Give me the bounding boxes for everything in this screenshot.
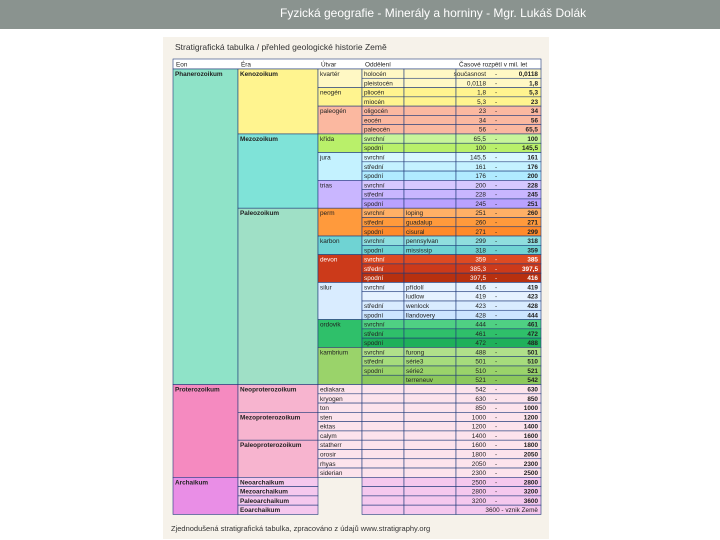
age-end: 65,5: [525, 126, 538, 134]
age-start: 100: [475, 145, 486, 153]
stage-label: llandovery: [406, 312, 436, 320]
age-dash: -: [495, 126, 498, 134]
stage-cell: [404, 69, 456, 78]
age-cell: [456, 106, 541, 115]
age-end: 100: [527, 135, 538, 143]
era-label: Paleoproterozoikum: [240, 442, 302, 450]
stratigraphic-table-sheet: [163, 37, 549, 539]
column-header: Eon: [176, 61, 188, 69]
age-dash: -: [495, 210, 498, 218]
age-end: 542: [527, 377, 538, 385]
age-end: 0,0118: [518, 71, 538, 78]
epoch-label: spodní: [364, 145, 384, 153]
epoch-label: pliocén: [364, 89, 385, 97]
stage-cell: [404, 431, 456, 440]
age-start: 542: [475, 386, 486, 394]
stage-cell: [404, 115, 456, 124]
epoch-cell: [362, 292, 404, 301]
era-label: Mezoproterozoikum: [240, 414, 301, 422]
age-dash: -: [495, 395, 498, 403]
stage-cell: [404, 134, 456, 143]
age-start: současnost: [453, 71, 486, 78]
epoch-cell: [362, 487, 404, 496]
stage-cell: [404, 171, 456, 180]
stage-cell: [404, 440, 456, 449]
epoch-label: spodní: [364, 173, 384, 181]
period-label: perm: [320, 210, 335, 218]
era-label: Paleoarchaikum: [240, 497, 290, 505]
age-end: 461: [527, 321, 538, 329]
stage-label: ludlow: [406, 293, 425, 301]
age-dash: -: [495, 442, 498, 450]
epoch-label: střední: [364, 219, 384, 227]
age-end: 428: [527, 303, 538, 310]
age-start: 630: [475, 395, 486, 403]
age-end: 251: [527, 200, 538, 208]
epoch-cell: [362, 440, 404, 449]
stage-cell: [404, 412, 456, 421]
period-label: silur: [320, 284, 332, 292]
epoch-label: svrchní: [364, 238, 385, 246]
age-dash: -: [495, 330, 498, 338]
age-dash: -: [495, 414, 498, 422]
stage-label: cisural: [406, 228, 425, 236]
stage-cell: [404, 143, 456, 152]
epoch-cell: [362, 394, 404, 403]
period-label: orosir: [320, 451, 336, 459]
age-start: 444: [475, 321, 486, 329]
stage-cell: [404, 106, 456, 115]
age-end: 145,5: [522, 145, 538, 153]
age-start: 145,5: [470, 154, 486, 162]
age-dash: -: [495, 479, 498, 487]
age-start: 428: [475, 312, 486, 320]
age-dash: -: [495, 349, 498, 357]
period-label: statherr: [320, 442, 342, 450]
table-footer: Zjednodušená stratigrafická tabulka, zpracováno z údajů www.stratigraphy.org: [171, 524, 431, 533]
stage-cell: [404, 255, 456, 264]
epoch-label: paleocén: [364, 126, 390, 134]
age-start: 1000: [471, 414, 486, 422]
age-start: 56: [478, 126, 486, 134]
epoch-label: střední: [364, 358, 384, 366]
age-start: 359: [475, 256, 486, 264]
age-start: 23: [478, 108, 486, 116]
age-end: 416: [527, 275, 538, 283]
age-start: 260: [475, 219, 486, 227]
stage-cell: [404, 190, 456, 199]
slide-header: [0, 0, 720, 29]
stage-cell: [404, 505, 456, 514]
age-start: 65,5: [473, 135, 486, 143]
epoch-cell: [362, 422, 404, 431]
age-end: 630: [527, 386, 538, 394]
period-label: rhyas: [320, 460, 336, 468]
stage-label: pennsylvan: [406, 238, 439, 246]
age-start: 488: [475, 349, 486, 357]
stage-cell: [404, 496, 456, 505]
age-end: 3200: [523, 488, 538, 496]
age-dash: -: [495, 312, 498, 320]
epoch-label: pleistocén: [364, 80, 393, 88]
age-dash: -: [495, 247, 498, 255]
age-end: 318: [527, 238, 538, 246]
epoch-label: oligocén: [364, 108, 388, 116]
period-label: karbon: [320, 238, 340, 246]
period-label: křída: [320, 135, 335, 143]
eon-label: Proterozoikum: [175, 386, 220, 394]
period-label: kambrium: [320, 349, 349, 357]
stage-cell: [404, 403, 456, 412]
age-end: 23: [530, 98, 538, 106]
age-dash: -: [495, 321, 498, 329]
eon-cell: [173, 69, 238, 385]
age-end: 1600: [523, 432, 538, 440]
stage-cell: [404, 468, 456, 477]
age-dash: -: [495, 182, 498, 190]
epoch-label: svrchní: [364, 182, 385, 190]
age-start: 1400: [471, 432, 486, 440]
epoch-cell: [362, 375, 404, 384]
column-header: Časové rozpětí v mil. let: [459, 61, 528, 69]
epoch-cell: [362, 412, 404, 421]
stage-cell: [404, 487, 456, 496]
stage-cell: [404, 320, 456, 329]
epoch-label: miocén: [364, 98, 385, 106]
age-start: 416: [475, 284, 486, 292]
age-end: 56: [530, 117, 538, 125]
period-label: ordovik: [320, 321, 341, 329]
era-label: Mezozoikum: [240, 135, 278, 143]
era-label: Mezoarchaikum: [240, 488, 288, 496]
age-start: 510: [475, 367, 486, 375]
age-dash: -: [495, 386, 498, 394]
period-label: paleogén: [320, 108, 347, 116]
stage-label: terreneuv: [406, 377, 433, 385]
epoch-cell: [362, 459, 404, 468]
age-end: 444: [527, 312, 538, 320]
age-end: 260: [527, 210, 538, 218]
stage-cell: [404, 88, 456, 97]
epoch-cell: [362, 468, 404, 477]
stage-label: loping: [406, 210, 424, 218]
age-end: 1800: [523, 442, 538, 450]
epoch-label: svrchní: [364, 284, 385, 292]
epoch-label: holocén: [364, 71, 387, 78]
age-start: 385,3: [470, 265, 486, 273]
age-start: 200: [475, 182, 486, 190]
stage-cell: [404, 273, 456, 282]
age-end: 472: [527, 330, 538, 338]
age-end: 2800: [523, 479, 538, 487]
age-end: 397,5: [522, 265, 538, 273]
age-dash: -: [495, 340, 498, 348]
age-start: 3200: [471, 497, 486, 505]
epoch-label: střední: [364, 303, 384, 310]
age-dash: -: [495, 228, 498, 236]
period-label: neogén: [320, 89, 342, 97]
era-cell: [238, 134, 318, 208]
period-label: devon: [320, 256, 338, 264]
slide-title: Fyzická geografie - Minerály a horniny - Mgr. Lukáš Dolák: [280, 6, 587, 20]
age-end: 1000: [523, 405, 538, 413]
age-dash: -: [495, 423, 498, 431]
epoch-cell: [362, 403, 404, 412]
age-end: 1,8: [529, 80, 538, 88]
age-start: 3600 - vznik Země: [485, 507, 538, 515]
epoch-label: svrchní: [364, 321, 385, 329]
age-dash: -: [495, 470, 498, 478]
age-start: 501: [475, 358, 486, 366]
age-dash: -: [495, 497, 498, 505]
age-cell: [456, 115, 541, 124]
age-dash: -: [495, 191, 498, 199]
period-label: ediakara: [320, 386, 345, 394]
age-end: 200: [527, 173, 538, 181]
age-dash: -: [495, 108, 498, 116]
stage-cell: [404, 422, 456, 431]
period-label: kryogen: [320, 395, 343, 403]
epoch-label: střední: [364, 191, 384, 199]
stage-cell: [404, 264, 456, 273]
age-start: 245: [475, 200, 486, 208]
stage-label: guadalup: [406, 219, 433, 227]
age-end: 1200: [523, 414, 538, 422]
age-dash: -: [495, 154, 498, 162]
stage-label: série3: [406, 358, 424, 366]
age-start: 2300: [471, 470, 486, 478]
age-end: 3600: [523, 497, 538, 505]
age-dash: -: [495, 275, 498, 283]
age-end: 161: [527, 154, 538, 162]
epoch-label: střední: [364, 163, 384, 171]
stage-cell: [404, 153, 456, 162]
age-dash: -: [495, 303, 498, 310]
age-start: 5,3: [477, 98, 486, 106]
epoch-label: spodní: [364, 312, 384, 320]
epoch-label: spodní: [364, 340, 384, 348]
stage-cell: [404, 78, 456, 87]
era-label: Neoproterozoikum: [240, 386, 297, 394]
epoch-cell: [362, 449, 404, 458]
age-start: 251: [475, 210, 486, 218]
age-dash: -: [495, 135, 498, 143]
age-start: 2050: [471, 460, 486, 468]
epoch-cell: [362, 496, 404, 505]
age-end: 1400: [523, 423, 538, 431]
eon-label: Phanerozoikum: [175, 71, 223, 78]
epoch-label: střední: [364, 330, 384, 338]
period-label: jura: [320, 154, 331, 162]
era-label: Paleozoikum: [240, 210, 280, 218]
age-end: 419: [527, 284, 538, 292]
epoch-label: spodní: [364, 228, 384, 236]
age-start: 299: [475, 238, 486, 246]
epoch-label: svrchní: [364, 135, 385, 143]
era-label: Kenozoikum: [240, 71, 278, 78]
age-dash: -: [495, 367, 498, 375]
stage-cell: [404, 162, 456, 171]
age-dash: -: [495, 98, 498, 106]
age-dash: -: [495, 117, 498, 125]
epoch-label: spodní: [364, 200, 384, 208]
stage-cell: [404, 125, 456, 134]
age-end: 2500: [523, 470, 538, 478]
age-dash: -: [495, 163, 498, 171]
stage-label: série2: [406, 367, 424, 375]
age-start: 2500: [471, 479, 486, 487]
stratigraphic-table: [163, 37, 549, 523]
age-end: 510: [527, 358, 538, 366]
age-start: 228: [475, 191, 486, 199]
era-cell: [238, 69, 318, 134]
age-end: 271: [527, 219, 538, 227]
eon-label: Archaikum: [175, 479, 209, 487]
stage-cell: [404, 180, 456, 189]
stage-label: mississip: [406, 247, 432, 255]
epoch-label: svrchní: [364, 256, 385, 264]
age-start: 0,0118: [466, 80, 486, 88]
age-end: 5,3: [529, 89, 538, 97]
age-end: 34: [530, 108, 538, 116]
epoch-label: spodní: [364, 247, 384, 255]
age-start: 521: [475, 377, 486, 385]
epoch-label: střední: [364, 265, 384, 273]
period-label: ton: [320, 405, 329, 413]
age-start: 318: [475, 247, 486, 255]
age-dash: -: [495, 405, 498, 413]
stage-cell: [404, 459, 456, 468]
period-label: kvartér: [320, 71, 340, 78]
age-end: 385: [527, 256, 538, 264]
age-end: 176: [527, 163, 538, 171]
age-start: 1800: [471, 451, 486, 459]
age-end: 850: [527, 395, 538, 403]
age-dash: -: [495, 284, 498, 292]
period-label: trias: [320, 182, 333, 190]
age-start: 850: [475, 405, 486, 413]
age-dash: -: [495, 265, 498, 273]
age-dash: -: [495, 219, 498, 227]
epoch-label: spodní: [364, 275, 384, 283]
column-header: Éra: [241, 61, 251, 69]
epoch-label: spodní: [364, 367, 384, 375]
age-start: 419: [475, 293, 486, 301]
age-dash: -: [495, 460, 498, 468]
epoch-cell: [362, 431, 404, 440]
period-label: calym: [320, 432, 337, 440]
age-start: 1,8: [477, 89, 486, 97]
age-end: 2050: [523, 451, 538, 459]
age-start: 461: [475, 330, 486, 338]
age-start: 397,5: [470, 275, 486, 283]
epoch-label: svrchní: [364, 210, 385, 218]
stage-cell: [404, 97, 456, 106]
age-end: 501: [527, 349, 538, 357]
epoch-cell: [362, 505, 404, 514]
age-start: 34: [478, 117, 486, 125]
table-title: Stratigrafická tabulka / přehled geologické historie Země: [175, 42, 387, 52]
stage-cell: [404, 394, 456, 403]
era-label: Eoarchaikum: [240, 507, 281, 515]
column-header: Oddělení: [365, 61, 391, 69]
epoch-cell: [362, 477, 404, 486]
era-cell: [238, 208, 318, 384]
stage-label: furong: [406, 349, 425, 357]
age-end: 521: [527, 367, 538, 375]
age-end: 228: [527, 182, 538, 190]
stage-cell: [404, 329, 456, 338]
epoch-label: svrchní: [364, 154, 385, 162]
age-start: 2800: [471, 488, 486, 496]
age-dash: -: [495, 238, 498, 246]
period-label: siderian: [320, 470, 343, 478]
age-dash: -: [495, 358, 498, 366]
stage-label: přídolí: [406, 284, 424, 292]
era-label: Neoarchaikum: [240, 479, 285, 487]
age-cell: [456, 97, 541, 106]
period-label: ektas: [320, 423, 336, 431]
age-dash: -: [495, 71, 498, 78]
period-label: sten: [320, 414, 333, 422]
age-start: 1200: [471, 423, 486, 431]
epoch-label: eocén: [364, 117, 382, 125]
age-start: 271: [475, 228, 486, 236]
age-dash: -: [495, 200, 498, 208]
column-header: Útvar: [321, 61, 337, 69]
stage-label: wenlock: [406, 303, 430, 310]
age-dash: -: [495, 451, 498, 459]
age-dash: -: [495, 89, 498, 97]
age-dash: -: [495, 293, 498, 301]
epoch-cell: [362, 385, 404, 394]
eon-cell: [173, 385, 238, 478]
age-end: 359: [527, 247, 538, 255]
age-dash: -: [495, 145, 498, 153]
age-start: 423: [475, 303, 486, 310]
age-end: 488: [527, 340, 538, 348]
age-dash: -: [495, 173, 498, 181]
stage-cell: [404, 385, 456, 394]
age-dash: -: [495, 377, 498, 385]
age-end: 245: [527, 191, 538, 199]
age-start: 176: [475, 173, 486, 181]
age-start: 472: [475, 340, 486, 348]
age-dash: -: [495, 80, 498, 88]
epoch-label: svrchní: [364, 349, 385, 357]
age-start: 161: [475, 163, 486, 171]
stage-cell: [404, 338, 456, 347]
age-dash: -: [495, 488, 498, 496]
age-start: 1600: [471, 442, 486, 450]
stage-cell: [404, 199, 456, 208]
stage-cell: [404, 449, 456, 458]
age-dash: -: [495, 256, 498, 264]
age-end: 299: [527, 228, 538, 236]
age-dash: -: [495, 432, 498, 440]
age-end: 2300: [523, 460, 538, 468]
stage-cell: [404, 477, 456, 486]
age-end: 423: [527, 293, 538, 301]
